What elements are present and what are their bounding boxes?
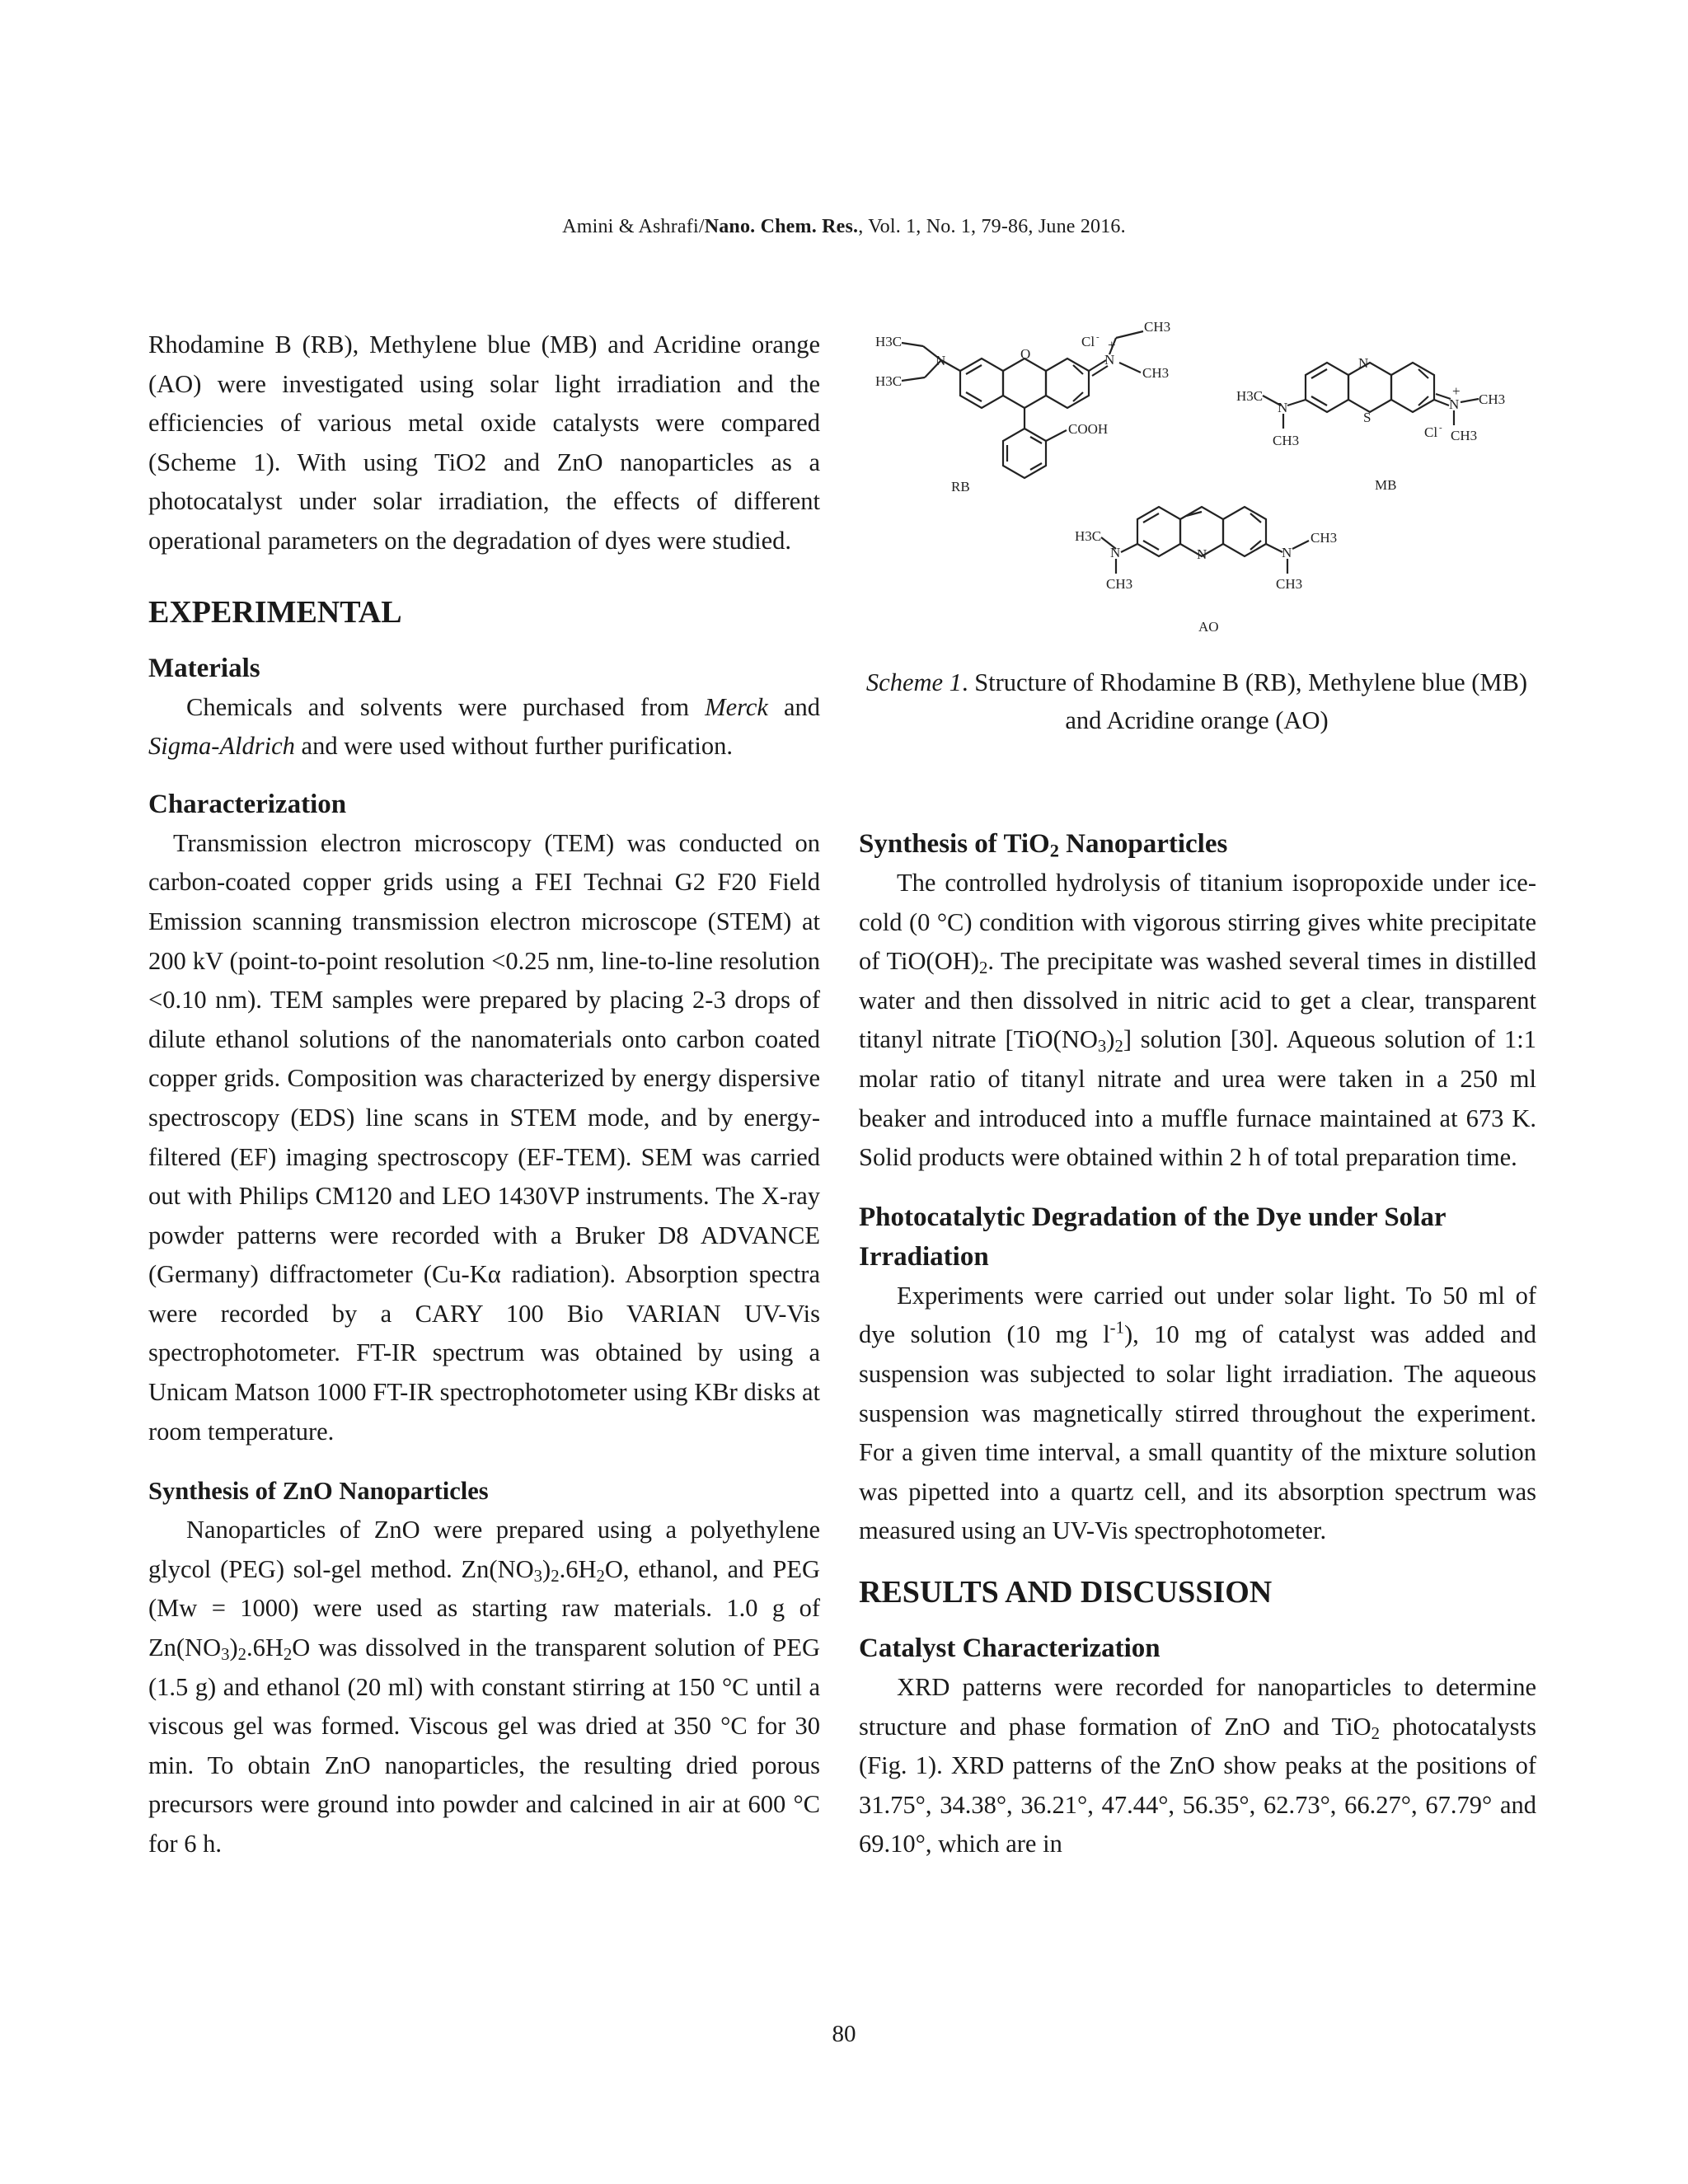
mb-n-left: N: [1278, 400, 1288, 415]
characterization-heading: Characterization: [148, 789, 347, 819]
ao-h3c: H3C: [1075, 528, 1102, 544]
ao-ch3-bottom: CH3: [1276, 576, 1303, 592]
rb-o: O: [1020, 346, 1031, 362]
rb-h3c-top: H3C: [875, 334, 903, 349]
zno-heading: Synthesis of ZnO Nanoparticles: [148, 1477, 489, 1506]
photocatalytic-paragraph: Experiments were carried out under solar light. To 50 ml of dye solution (10 mg $l^{-1}$), 10 mg of catalyst was added and suspension was subjected to solar light irradiation. The aqueous suspension was magnetically stirred throughout the experiment. For a given time interval, a small quantity of the mixture solution was pipetted into a quartz cell, and its absorption spectrum was measured using an UV-Vis spectrophotometer.: [859, 1281, 1536, 1545]
ao-n-left: N: [1110, 545, 1121, 560]
rb-n-right: N: [1104, 352, 1115, 368]
zno-paragraph: Nanoparticles of ZnO were prepared using a polyethylene glycol (PEG) sol-gel method. $Zn(NO_3)_2.6H_2O$, ethanol, and PEG (Mw = 1000) were used as starting raw materials. 1.0 g of $Zn(NO_3)_2.6H_2O$ was dissolved in the transparent solution of PEG (1.5 g) and ethanol (20 ml) with constant stirring at 150 °C until a viscous gel was formed. Viscous gel was dried at 350 °C for 30 min. To obtain ZnO nanoparticles, the resulting dried porous precursors were ground into powder and calcined in air at 600 °C for 6 h.: [148, 1516, 820, 1858]
catalyst-paragraph: XRD patterns were recorded for nanoparticles to determine structure and phase formation of ZnO and TiO$_2$ photocatalysts (Fig. 1). XRD patterns of the ZnO show peaks at the positions of 31.75°, 34.38°, 36.21°, 47.44°, 56.35°, 62.73°, 66.27°, 67.79° and 69.10°, which are in: [859, 1672, 1536, 1858]
rb-cooh: COOH: [1068, 421, 1109, 437]
materials-heading: Materials: [148, 653, 260, 683]
rb-ch3-top: CH3: [1144, 319, 1171, 335]
rb-ch3-right: CH3: [1142, 365, 1170, 381]
sigma-name: Sigma-Aldrich: [148, 732, 295, 761]
header-authors: Amini & Ashrafi/: [562, 216, 705, 237]
mb-n-right: N: [1449, 396, 1460, 412]
left-column: [148, 326, 820, 1864]
header-journal: Nano. Chem. Res.: [704, 216, 859, 237]
caption-text: . Structure of Rhodamine B (RB), Methylene blue (MB) and Acridine orange (AO): [961, 668, 1528, 734]
materials-paragraph: Chemicals and solvents were purchased from Merck and Sigma-Aldrich and were used without further purification.: [148, 692, 820, 761]
scheme-caption: [859, 663, 1535, 739]
mb-minus: -: [1439, 423, 1442, 433]
mb-cl: Cl: [1424, 424, 1438, 440]
experimental-heading: EXPERIMENTAL: [148, 594, 402, 630]
rb-n-left: N: [935, 353, 946, 368]
page-number: 80: [832, 2021, 856, 2047]
mb-plus: +: [1452, 383, 1461, 399]
ao-ch3-left: CH3: [1106, 576, 1133, 592]
results-heading: RESULTS AND DISCUSSION: [859, 1574, 1273, 1610]
mb-n-ring: N: [1358, 355, 1369, 371]
mb-label: MB: [1375, 477, 1397, 493]
mb-ch3-left: CH3: [1273, 433, 1300, 448]
ao-n-right: N: [1282, 545, 1292, 560]
running-header: [0, 216, 1688, 238]
ao-ch3-right: CH3: [1311, 530, 1338, 546]
catalyst-heading: Catalyst Characterization: [859, 1633, 1160, 1663]
mb-s: S: [1363, 410, 1372, 425]
rb-minus: -: [1096, 332, 1100, 342]
header-details: , Vol. 1, No. 1, 79-86, June 2016.: [858, 216, 1126, 237]
merck-name: Merck: [705, 692, 768, 721]
rb-label: RB: [951, 479, 970, 494]
caption-label: Scheme 1: [865, 668, 962, 696]
scheme-figure: [859, 313, 1535, 643]
mb-ch3-bottom: CH3: [1451, 428, 1478, 443]
intro-paragraph: Rhodamine B (RB), Methylene blue (MB) and Acridine orange (AO) were investigated using solar light irradiation and the efficiencies of various metal oxide catalysts were compared (Scheme 1). With using TiO2 and ZnO nanoparticles as a photocatalyst under solar irradiation, the effects of different operational parameters on the degradation of dyes were studied.: [148, 330, 820, 555]
ao-label: AO: [1198, 619, 1219, 635]
tio2-paragraph: The controlled hydrolysis of titanium isopropoxide under ice-cold (0 °C) condition with vigorous stirring gives white precipitate of $TiO(OH)_2$. The precipitate was washed several times in distilled water and then dissolved in nitric acid to get a clear, transparent titanyl nitrate $[TiO(NO_3)_2]$ solution [30]. Aqueous solution of 1:1 molar ratio of titanyl nitrate and urea were taken in a 250 ml beaker and introduced into a muffle furnace maintained at 673 K. Solid products were obtained within 2 h of total preparation time.: [859, 869, 1537, 1172]
mb-ch3-right: CH3: [1479, 391, 1506, 407]
mb-h3c: H3C: [1236, 388, 1264, 404]
right-column: [859, 824, 1536, 1864]
chemical-structures-drawing: [859, 313, 1535, 643]
characterization-paragraph: Transmission electron microscopy (TEM) was conducted on carbon-coated copper grids using a FEI Technai G2 F20 Field Emission scanning transmission electron microscope (STEM) at 200 kV (point-to-point resolution <0.25 nm, line-to-line resolution <0.10 nm). TEM samples were prepared by placing 2-3 drops of dilute ethanol solutions of the nanomaterials onto carbon coated copper grids. Composition was characterized by energy dispersive spectroscopy (EDS) line scans in STEM mode, and by energy-filtered (EF) imaging spectroscopy (EF-TEM). SEM was carried out with Philips CM120 and LEO 1430VP instruments. The X-ray powder patterns were recorded with a Bruker D8 ADVANCE (Germany) diffractometer (Cu-Kα radiation). Absorption spectra were recorded by a CARY 100 Bio VARIAN UV-Vis spectrophotometer. FT-IR spectrum was obtained by using a Unicam Matson 1000 FT-IR spectrophotometer using KBr disks at room temperature.: [148, 828, 820, 1446]
rb-cl: Cl: [1081, 334, 1095, 349]
ao-n-ring: N: [1197, 546, 1207, 562]
rb-plus: +: [1108, 337, 1116, 353]
photocatalytic-heading: Photocatalytic Degradation of the Dye under Solar Irradiation: [859, 1202, 1446, 1272]
tio2-heading: Synthesis of TiO$_2$ Nanoparticles: [859, 829, 1228, 861]
rb-h3c-bottom: H3C: [875, 373, 903, 389]
